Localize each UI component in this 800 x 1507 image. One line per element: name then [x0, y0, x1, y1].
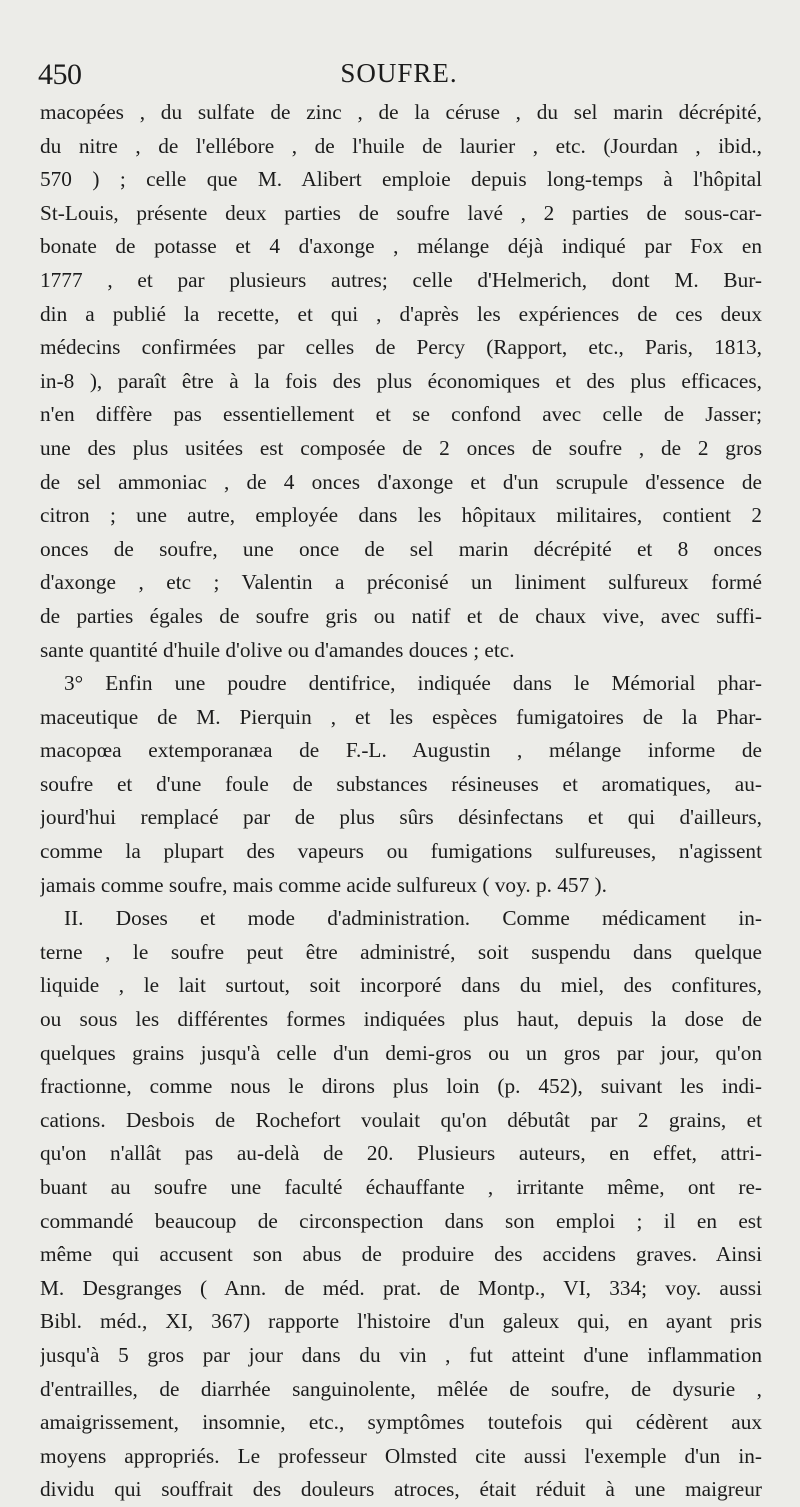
text-line: commandé beaucoup de circonspection dans son emploi ; il en est: [40, 1208, 762, 1233]
text-line: jourd'hui remplacé par de plus sûrs désinfectans et qui d'ailleurs,: [40, 805, 762, 830]
text-line: comme la plupart des vapeurs ou fumigations sulfureuses, n'agissent: [40, 839, 762, 864]
text-line: bonate de potasse et 4 d'axonge , mélange déjà indiqué par Fox en: [40, 234, 762, 259]
text-line: buant au soufre une faculté échauffante , irritante même, ont re-: [40, 1175, 762, 1199]
text-line: sante quantité d'huile d'olive ou d'amandes douces ; etc.: [40, 637, 515, 662]
text-line: moyens appropriés. Le professeur Olmsted cite aussi l'exemple d'un in-: [40, 1443, 762, 1468]
text-line: d'entrailles, de diarrhée sanguinolente, mêlée de soufre, de dysurie ,: [40, 1376, 762, 1401]
text-line: St-Louis, présente deux parties de soufre lavé , 2 parties de sous-car-: [40, 200, 762, 225]
text-line: qu'on n'allât pas au-delà de 20. Plusieurs auteurs, en effet, attri-: [40, 1141, 762, 1166]
text-line: ou sous les différentes formes indiquées plus haut, depuis la dose de: [40, 1007, 762, 1032]
body-text: [40, 96, 762, 1507]
text-line: une des plus usitées est composée de 2 onces de soufre , de 2 gros: [40, 435, 762, 460]
text-line: 570 ) ; celle que M. Alibert emploie depuis long-temps à l'hôpital: [40, 167, 762, 192]
page-number: 450: [38, 58, 82, 91]
text-line: même qui accusent son abus de produire des accidens graves. Ainsi: [40, 1242, 762, 1267]
text-line: de parties égales de soufre gris ou natif et de chaux vive, avec suffi-: [40, 603, 762, 628]
text-line: du nitre , de l'ellébore , de l'huile de laurier , etc. (Jourdan , ibid.,: [40, 133, 762, 158]
text-line: 1777 , et par plusieurs autres; celle d'Helmerich, dont M. Bur-: [40, 267, 762, 292]
text-line: de sel ammoniac , de 4 onces d'axonge et d'un scrupule d'essence de: [40, 469, 762, 494]
text-line: d'axonge , etc ; Valentin a préconisé un liniment sulfureux formé: [40, 570, 762, 595]
text-line: citron ; une autre, employée dans les hôpitaux militaires, contient 2: [40, 503, 762, 528]
text-line: terne , le soufre peut être administré, soit suspendu dans quelque: [40, 939, 762, 964]
text-line: Bibl. méd., XI, 367) rapporte l'histoire d'un galeux qui, en ayant pris: [40, 1309, 762, 1334]
text-line: din a publié la recette, et qui , d'après les expériences de ces deux: [40, 301, 762, 326]
text-line: médecins confirmées par celles de Percy (Rapport, etc., Paris, 1813,: [40, 335, 762, 360]
text-line: onces de soufre, une once de sel marin décrépité et 8 onces: [40, 536, 762, 561]
text-line: in-8 ), paraît être à la fois des plus économiques et des plus efficaces,: [40, 368, 762, 393]
text-line: soufre et d'une foule de substances résineuses et aromatiques, au-: [40, 771, 762, 796]
text-line: jusqu'à 5 gros par jour dans du vin , fut atteint d'une inflammation: [40, 1342, 762, 1367]
text-line: amaigrissement, insomnie, etc., symptômes toutefois qui cédèrent aux: [40, 1410, 762, 1435]
text-line: liquide , le lait surtout, soit incorporé dans du miel, des confitures,: [40, 973, 762, 998]
page-header: [38, 58, 760, 98]
text-line: macopées , du sulfate de zinc , de la céruse , du sel marin décrépité,: [40, 100, 762, 124]
text-line: M. Desgranges ( Ann. de méd. prat. de Montp., VI, 334; voy. aussi: [40, 1275, 762, 1300]
text-line: fractionne, comme nous le dirons plus loin (p. 452), suivant les indi-: [40, 1074, 762, 1099]
text-line: dividu qui souffrait des douleurs atroces, était réduit à une maigreur: [40, 1477, 762, 1502]
text-line: n'en diffère pas essentiellement et se confond avec celle de Jasser;: [40, 402, 762, 427]
running-head: SOUFRE.: [340, 58, 458, 88]
text-line: II. Doses et mode d'administration. Comme médicament in-: [64, 906, 762, 931]
text-line: maceutique de M. Pierquin , et les espèces fumigatoires de la Phar-: [40, 704, 762, 729]
text-line: cations. Desbois de Rochefort voulait qu'on débutât par 2 grains, et: [40, 1107, 762, 1132]
text-line: macopœa extemporanæa de F.-L. Augustin , mélange informe de: [40, 738, 762, 763]
text-line: jamais comme soufre, mais comme acide sulfureux ( voy. p. 457 ).: [40, 872, 607, 897]
text-line: quelques grains jusqu'à celle d'un demi-gros ou un gros par jour, qu'on: [40, 1040, 762, 1065]
text-line: 3° Enfin une poudre dentifrice, indiquée dans le Mémorial phar-: [64, 671, 762, 696]
